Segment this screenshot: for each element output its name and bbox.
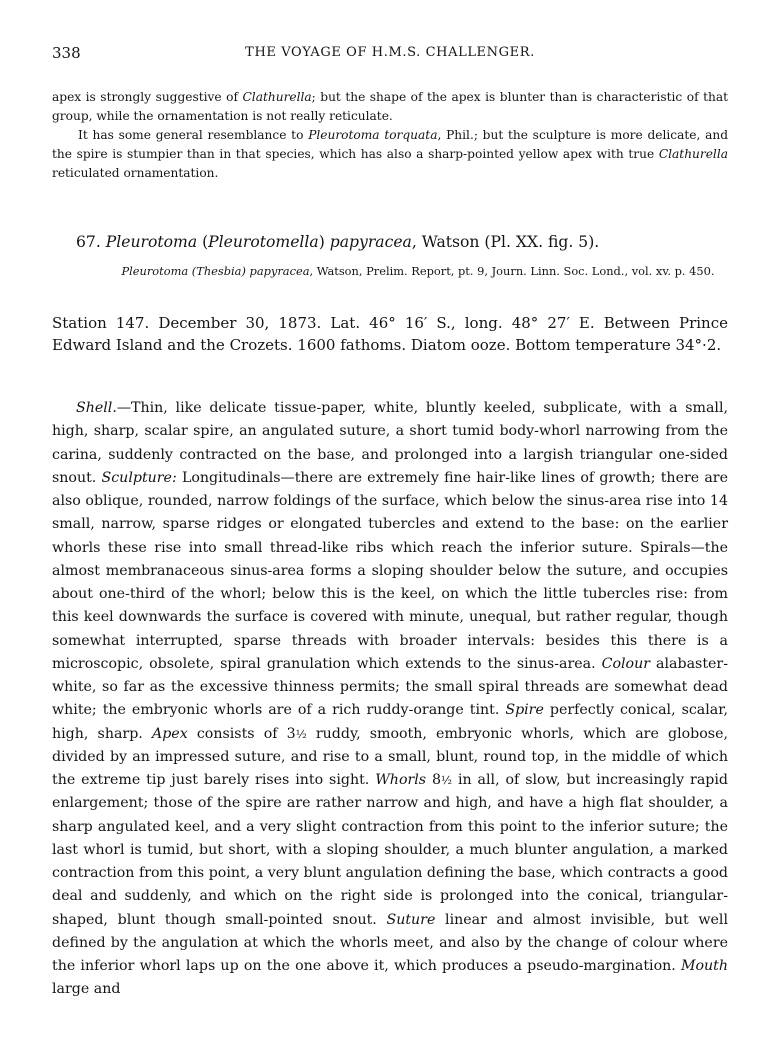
text-run: 8 [426,772,442,788]
species-authority: , Watson (Pl. XX. fig. 5). [411,233,600,251]
species-heading [76,233,599,251]
text-run: linear and almost invisible, but well defined by the angulation at which the whorls meet, and also by the change of colour where the inferior whorl laps up on the one above it, which produces a pseudo-margination. [52,911,728,974]
continuation-paragraph-1 [52,88,728,126]
text-run: —Thin, like delicate tissue-paper, white, bluntly keeled, subplicate, with a small, high, sharp, scalar spire, an angulated suture, a short tumid body-whorl narrowing from the carina, suddenly contracted on the base, and prolonged into a largish triangular one-sided snout. [52,400,728,486]
text-run: apex is strongly suggestive of [52,90,243,104]
text-run: ( [197,233,209,251]
page-header [52,44,728,66]
continuation-paragraph-2 [52,126,728,183]
subgenus-name: Pleurotomella [208,233,319,251]
text-run: ruddy, smooth, embryonic whorls, which are globose, divided by an impressed suture, and rise to a small, blunt, round top, in the middle of which the extreme tip just barely rises into sight. [52,725,728,788]
text-run: consists of 3 [187,725,296,742]
section-label: Sculpture: [101,469,177,486]
text-run: Longitudinals—there are extremely fine hair-like lines of growth; there are also oblique, rounded, narrow foldings of the surface, which below the sinus-area rise into 14 small, narrow, sparse ridges or elongated tubercles and extend to the base: on the earlier whorls these rise into small thread-like ribs which reach the inferior suture. Spirals—the almost membranaceous sinus-area forms a sloping shoulder below the suture, and occupies about one-third of the whorl; below this is the keel, on which the little tubercles rise: from this keel downwards the surface is covered with minute, unequal, but rather regular, though somewhat interrupted, sparse threads with broader intervals: besides this there is a microscopic, obsolete, spiral granulation which extends to the sinus-area. [52,469,728,672]
section-label: Shell. [76,400,117,416]
synonym-name: Pleurotoma (Thesbia) papyracea [121,264,310,278]
reference-text: , Watson, Prelim. Report, pt. 9, Journ. Linn. Soc. Lond., vol. xv. p. 450. [309,264,715,278]
genus-name: Pleurotoma [105,233,198,251]
text-run: , Phil.; but the sculpture is more delicate, and the spire is stumpier than in that species, which has also a sharp-pointed yellow apex with true [52,128,728,161]
section-label: Apex [151,725,188,742]
text-run: large and [52,981,121,998]
genus-name: Clathurella [242,90,312,104]
text-run: ) [318,233,330,251]
species-number: 67. [76,233,101,251]
text-run: perfectly conical, scalar, high, sharp. [52,702,728,742]
section-label: Whorls [375,772,427,788]
text-run: reticulated ornamentation. [52,166,219,180]
section-label: Suture [386,911,436,928]
species-epithet: papyracea [329,233,412,251]
section-label: Mouth [680,958,728,974]
text-run: It has some general resemblance to [78,128,309,142]
page-number: 338 [52,44,81,62]
description-text [52,397,728,1002]
running-head: THE VOYAGE OF H.M.S. CHALLENGER. [245,45,535,60]
species-name: Pleurotoma torquata [308,128,438,142]
fraction: ½ [295,726,307,741]
text-run: in all, of slow, but increasingly rapid enlargement; those of the spire are rather narrow and high, and have a high flat shoulder, a sharp angulated keel, and a very slight contraction from this point to the inferior suture; the last whorl is tumid, but short, with a sloping shoulder, a much blunter angulation, a marked contraction from this point, a very blunt angulation defining the base, which contracts a good deal and suddenly, and which on the right side is prolonged into the conical, triangular-shaped, blunt though small-pointed snout. [52,772,728,928]
continuation-text [52,88,728,183]
text-run: alabaster-white, so far as the excessive thinness permits; the small spiral threads are somewhat dead white; the embryonic whorls are of a rich ruddy-orange tint. [52,655,729,719]
description-paragraph [52,397,728,1002]
text-run: ; but the shape of the apex is blunter than is characteristic of that group, while the ornamentation is not really reticulate. [52,90,728,123]
section-label: Colour [601,655,651,672]
genus-name: Clathurella [658,147,728,161]
fraction: ½ [441,773,453,787]
section-label: Spire [505,702,544,719]
station-record: Station 147. December 30, 1873. Lat. 46° 16′ S., long. 48° 27′ E. Between Prince Edward Island and the Crozets. 1600 fathoms. Diatom ooze. Bottom temperature 34°·2. [52,314,728,354]
synonymy-reference [108,262,728,280]
